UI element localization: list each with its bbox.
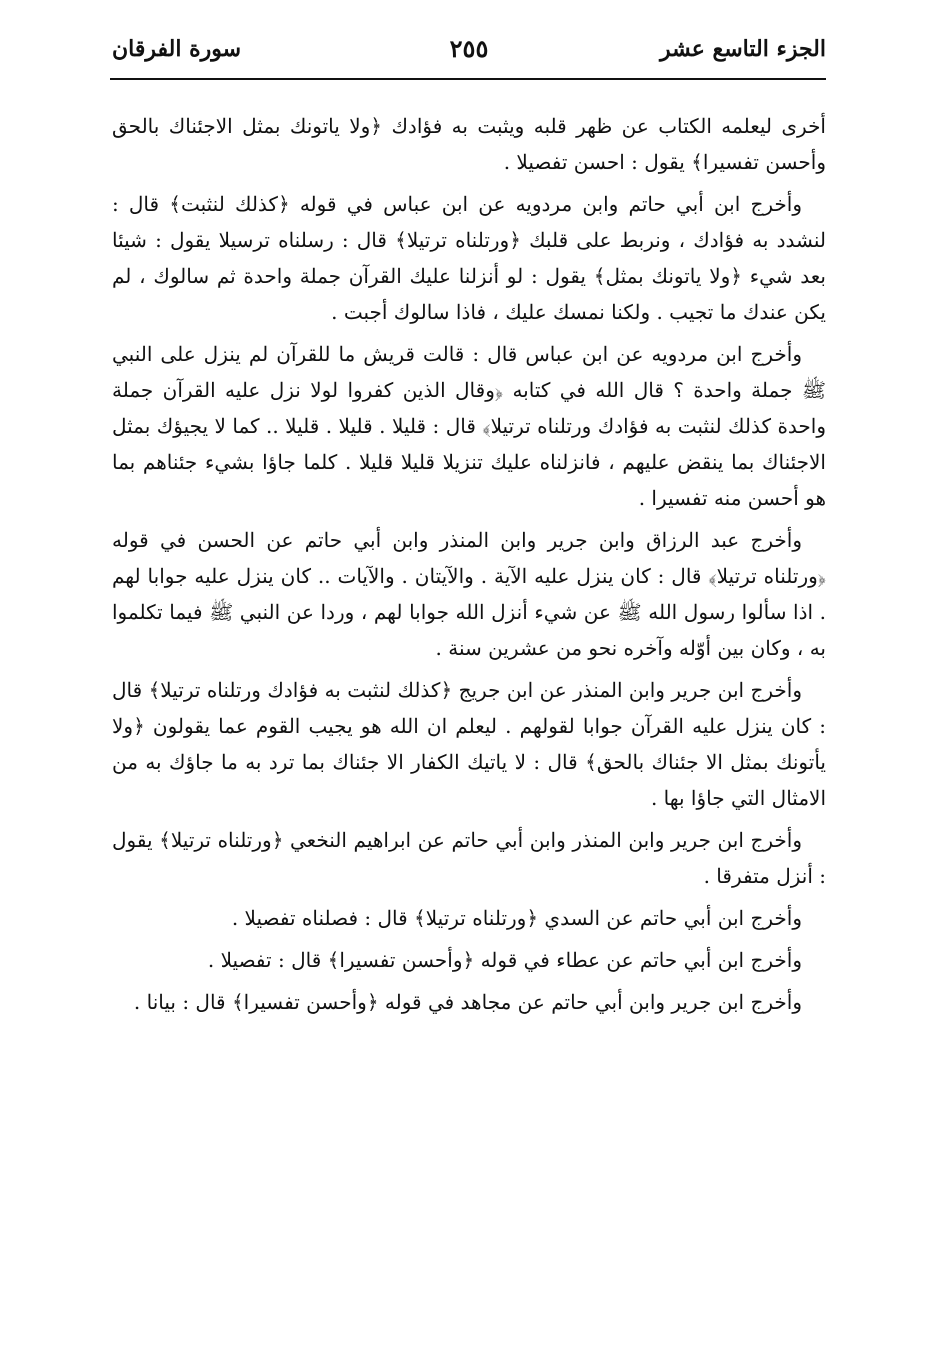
paragraph: وأخرج ابن مردويه عن ابن عباس قال : قالت قريش ما للقرآن لم ينزل على النبي ﷺ جملة واحدة ؟ قال الله في كتابه ﴿وقال الذين كفروا لولا نزل عليه القرآن جملة واحدة كذلك لنثبت به فؤادك ورتلناه ترتيلا﴾ قال : قليلا . قليلا . قليلا .. كما لا يجيؤك بمثل الاجئناك بما ينقض عليهم ، فانزلناه عليك تنزيلا قليلا قليلا . كلما جاؤا بشيء جئناهم بما هو أحسن منه تفسيرا . xyxy=(112,342,826,510)
paragraph: أخرى ليعلمه الكتاب عن ظهر قلبه ويثبت به فؤادك ﴿ولا ياتونك بمثل الاجئناك بالحق وأحسن تفسيرا﴾ يقول : احسن تفصيلا . xyxy=(112,114,826,174)
page-header xyxy=(112,28,826,72)
page-number: ٢٥٥ xyxy=(449,34,489,63)
part-label: الجزء التاسع عشر xyxy=(659,36,826,62)
paragraph: وأخرج عبد الرزاق وابن جرير وابن المنذر وابن أبي حاتم عن الحسن في قوله ﴿ورتلناه ترتيلا﴾ قال : كان ينزل عليه الآية . والآيتان . والآيات .. كان ينزل عليه جوابا لهم . اذا سألوا رسول الله ﷺ عن شيء أنزل الله جوابا لهم ، وردا عن النبي ﷺ فيما تكلموا به ، وكان بين أوّله وآخره نحو من عشرين سنة . xyxy=(112,528,826,660)
paragraph: وأخرج ابن أبي حاتم عن عطاء في قوله ﴿وأحسن تفسيرا﴾ قال : تفصيلا . xyxy=(207,948,802,972)
paragraph: وأخرج ابن أبي حاتم وابن مردويه عن ابن عباس في قوله ﴿كذلك لنثبت﴾ قال : لنشدد به فؤادك ، ونربط على قلبك ﴿ورتلناه ترتيلا﴾ قال : رسلناه ترسيلا يقول : شيئا بعد شيء ﴿ولا ياتونك بمثل﴾ يقول : لو أنزلنا عليك القرآن جملة واحدة ثم سالوك ، لم يكن عندك ما تجيب . ولكنا نمسك عليك ، فاذا سالوك أجبت . xyxy=(112,192,826,324)
paragraph: وأخرج ابن جرير وابن المنذر وابن أبي حاتم عن ابراهيم النخعي ﴿ورتلناه ترتيلا﴾ يقول : أنزل متفرقا . xyxy=(112,828,826,888)
body-text xyxy=(112,108,826,1026)
paragraph: وأخرج ابن جرير وابن أبي حاتم عن مجاهد في قوله ﴿وأحسن تفسيرا﴾ قال : بيانا . xyxy=(133,990,802,1014)
paragraph: وأخرج ابن أبي حاتم عن السدي ﴿ورتلناه ترتيلا﴾ قال : فصلناه تفصيلا . xyxy=(231,906,802,930)
header-divider xyxy=(110,78,826,80)
paragraph: وأخرج ابن جرير وابن المنذر عن ابن جريج ﴿كذلك لنثبت به فؤادك ورتلناه ترتيلا﴾ قال : كان ينزل عليه القرآن جوابا لقولهم . ليعلم ان الله هو يجيب القوم عما يقولون ﴿ولا يأتونك بمثل الا جئناك بالحق﴾ قال : لا ياتيك الكفار الا جئناك بما ترد به ما جاؤك به من الامثال التي جاؤا بها . xyxy=(112,678,826,810)
surah-name: سورة الفرقان xyxy=(112,36,242,62)
